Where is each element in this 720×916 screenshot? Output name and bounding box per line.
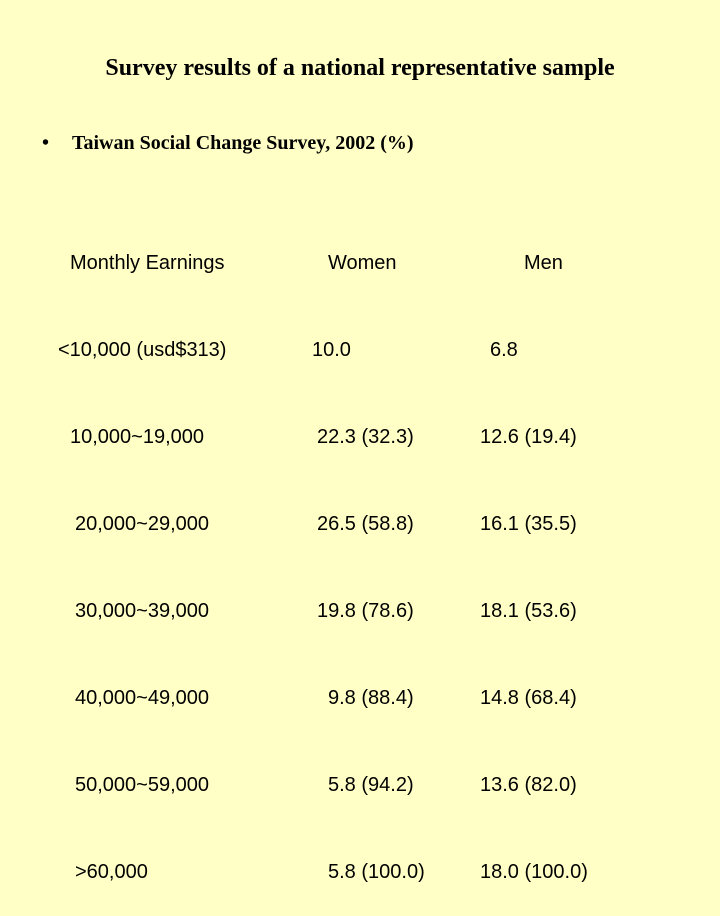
survey-subtitle: Taiwan Social Change Survey, 2002 (%): [72, 132, 414, 154]
slide-title: Survey results of a national representative sample: [105, 55, 615, 81]
earnings-cell: 10,000~19,000: [70, 426, 205, 448]
men-cell: 18.0 (100.0): [480, 861, 588, 883]
subtitle-bullet-item: [42, 128, 414, 158]
women-cell: 10.0: [312, 339, 351, 361]
women-cell: 9.8 (88.4): [328, 687, 414, 709]
earnings-cell: 50,000~59,000: [75, 774, 210, 796]
earnings-cell: 20,000~29,000: [75, 513, 210, 535]
men-cell: 6.8: [490, 339, 518, 361]
earnings-cell: <10,000 (usd$313): [58, 339, 227, 361]
men-cell: 18.1 (53.6): [480, 600, 577, 622]
men-cell: 16.1 (35.5): [480, 513, 577, 535]
women-cell: 26.5 (58.8): [317, 513, 414, 535]
earnings-cell: 40,000~49,000: [75, 687, 210, 709]
women-cell: 19.8 (78.6): [317, 600, 414, 622]
women-cell: 5.8 (94.2): [328, 774, 414, 796]
earnings-header: Monthly Earnings: [70, 252, 225, 274]
men-cell: 14.8 (68.4): [480, 687, 577, 709]
men-cell: 12.6 (19.4): [480, 426, 577, 448]
women-cell: 5.8 (100.0): [328, 861, 425, 883]
earnings-cell: 30,000~39,000: [75, 600, 210, 622]
women-column: [304, 191, 425, 916]
bullet-icon: •: [42, 132, 50, 154]
men-cell: 13.6 (82.0): [480, 774, 577, 796]
men-column: [478, 191, 588, 916]
men-header: Men: [524, 252, 563, 274]
earnings-column: [56, 191, 226, 916]
earnings-cell: >60,000: [75, 861, 148, 883]
women-header: Women: [328, 252, 397, 274]
women-cell: 22.3 (32.3): [317, 426, 414, 448]
